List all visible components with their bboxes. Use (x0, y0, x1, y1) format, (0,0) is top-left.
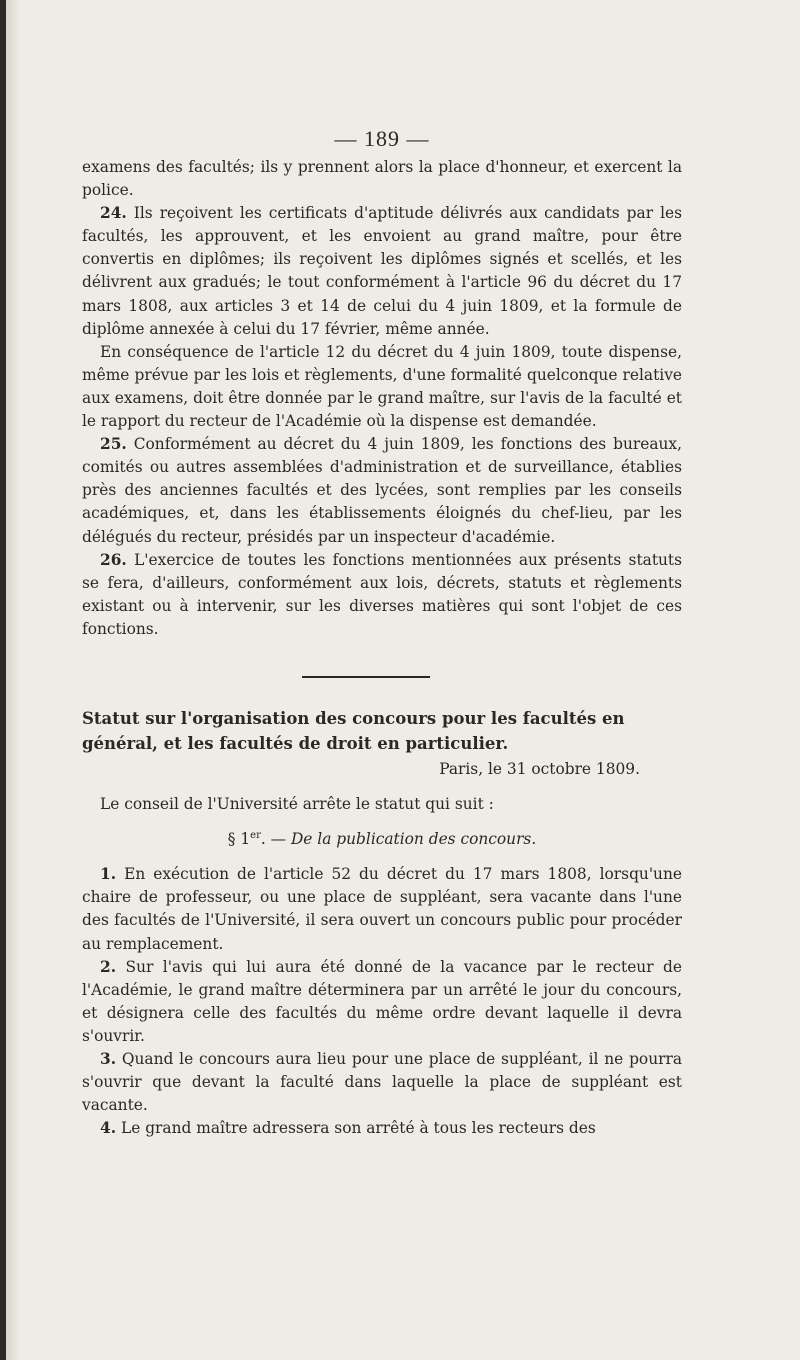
article-2 (82, 956, 682, 1048)
article-number: 26. (100, 550, 127, 569)
section-separator: . — (260, 830, 291, 849)
section-prefix: § 1 (227, 830, 251, 849)
paragraph-24-continued: En conséquence de l'article 12 du décret du 4 juin 1809, toute dispense, même prévue par les lois et règlements, d'une formalité quelconque relative aux examens, doit être donnée par le grand maître, sur l'avis de la faculté et le rapport du recteur de l'Académie où la dispense est demandée. (82, 342, 682, 431)
paragraph-text: Ils reçoivent les certificats d'aptitude délivrés aux candidats par les facultés, les approuvent, et les envoient au grand maître, pour être convertis en diplômes; ils reçoivent les diplômes signés et scellés, et les délivrent aux gradués; le tout conformément à l'article 96 du décret du 17 mars 1808, aux articles 3 et 14 de celui du 4 juin 1809, et la formule de diplôme annexée à celui du 17 février, même année. (82, 204, 682, 338)
article-text: En exécution de l'article 52 du décret du 17 mars 1808, lorsqu'une chaire de professeur, ou une place de suppléant, sera vacante dans l'une des facultés de l'Université, il sera ouvert un concours public pour procéder au remplacement. (82, 865, 682, 953)
paragraph-text: Conformément au décret du 4 juin 1809, les fonctions des bureaux, comités ou autres assemblées d'administration et de surveillance, établies près des anciennes facultés et des lycées, sont remplies par les conseils académiques, et, dans les établissements éloignés du chef-lieu, par les délégués du recteur, présidés par un inspecteur d'académie. (82, 435, 682, 546)
section-divider (302, 676, 430, 678)
article-number: 1. (100, 865, 117, 884)
section-sup: er (250, 830, 261, 842)
article-number: 25. (100, 435, 127, 454)
article-text: Sur l'avis qui lui aura été donné de la vacance par le recteur de l'Académie, le grand maître déterminera par un arrêté le jour du concours, et désignera celle des facultés du même ordre devant laquelle il devra s'ouvrir. (82, 957, 682, 1045)
section-heading (82, 828, 682, 851)
page-gutter-shadow (6, 0, 20, 1360)
preamble: Le conseil de l'Université arrête le statut qui suit : (100, 795, 494, 814)
dateline: Paris, le 31 octobre 1809. (439, 760, 640, 778)
article-1 (82, 863, 682, 955)
article-3 (82, 1048, 682, 1117)
paragraph-continuation: examens des facultés; ils y prennent alors la place d'honneur, et exercent la police. (82, 158, 682, 200)
article-4 (82, 1117, 682, 1140)
body-text-top (82, 156, 682, 641)
page-number: — 189 — (334, 126, 430, 151)
paragraph-24 (82, 202, 682, 341)
section-title: De la publication des concours. (290, 830, 537, 849)
body-text-bottom (82, 758, 682, 1140)
article-number: 3. (100, 1050, 117, 1069)
statut-heading: Statut sur l'organisation des concours pour les facultés en général, et les facultés de droit en particulier. (82, 709, 625, 753)
article-text: Le grand maître adressera son arrêté à tous les recteurs des (116, 1119, 596, 1138)
article-text: Quand le concours aura lieu pour une place de suppléant, il ne pourra s'ouvrir que devant la faculté dans laquelle la place de suppléant est vacante. (82, 1050, 682, 1115)
paragraph-25 (82, 433, 682, 548)
paragraph-26 (82, 549, 682, 641)
article-number: 2. (100, 957, 117, 976)
article-number: 24. (100, 204, 127, 223)
article-number: 4. (100, 1119, 117, 1138)
paragraph-text: L'exercice de toutes les fonctions mentionnées aux présents statuts se fera, d'ailleurs, conformément aux lois, décrets, statuts et règlements existant ou à intervenir, sur les diverses matières qui sont l'objet de ces fonctions. (82, 550, 682, 638)
